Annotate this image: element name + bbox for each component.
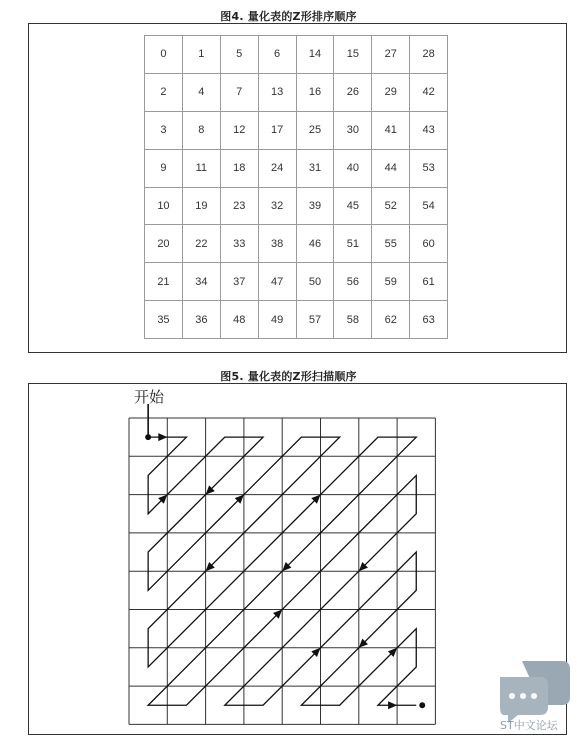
table-cell: 10	[145, 187, 183, 225]
watermark-text: ST中文论坛	[500, 719, 558, 732]
table-cell: 20	[145, 225, 183, 263]
table-cell: 61	[410, 263, 448, 301]
figure4-frame	[28, 23, 567, 353]
table-cell: 55	[372, 225, 410, 263]
table-cell: 28	[410, 36, 448, 74]
table-cell: 49	[258, 301, 296, 339]
table-row	[145, 301, 448, 339]
table-cell: 34	[182, 263, 220, 301]
table-cell: 31	[296, 149, 334, 187]
table-cell: 11	[182, 149, 220, 187]
table-row	[145, 187, 448, 225]
table-cell: 9	[145, 149, 183, 187]
table-cell: 18	[220, 149, 258, 187]
table-cell: 24	[258, 149, 296, 187]
table-cell: 26	[334, 73, 372, 111]
table-cell: 30	[334, 111, 372, 149]
table-cell: 14	[296, 36, 334, 74]
table-cell: 52	[372, 187, 410, 225]
table-cell: 19	[182, 187, 220, 225]
table-cell: 37	[220, 263, 258, 301]
table-row	[145, 111, 448, 149]
table-cell: 13	[258, 73, 296, 111]
table-cell: 50	[296, 263, 334, 301]
table-cell: 39	[296, 187, 334, 225]
table-cell: 63	[410, 301, 448, 339]
table-cell: 17	[258, 111, 296, 149]
table-cell: 45	[334, 187, 372, 225]
figure4-caption: 图4. 量化表的Z形排序顺序	[220, 10, 357, 23]
table-cell: 36	[182, 301, 220, 339]
table-cell: 51	[334, 225, 372, 263]
table-cell: 4	[182, 73, 220, 111]
table-cell: 5	[220, 36, 258, 74]
table-cell: 0	[145, 36, 183, 74]
table-row	[145, 225, 448, 263]
table-cell: 47	[258, 263, 296, 301]
table-row	[145, 73, 448, 111]
table-cell: 59	[372, 263, 410, 301]
table-cell: 7	[220, 73, 258, 111]
table-row	[145, 36, 448, 74]
table-cell: 8	[182, 111, 220, 149]
table-cell: 42	[410, 73, 448, 111]
table-cell: 44	[372, 149, 410, 187]
table-row	[145, 263, 448, 301]
table-cell: 53	[410, 149, 448, 187]
table-cell: 21	[145, 263, 183, 301]
table-cell: 48	[220, 301, 258, 339]
table-cell: 38	[258, 225, 296, 263]
quantization-order-table	[144, 35, 448, 339]
table-cell: 6	[258, 36, 296, 74]
arrow-head	[388, 701, 397, 709]
table-cell: 40	[334, 149, 372, 187]
table-cell: 58	[334, 301, 372, 339]
table-cell: 12	[220, 111, 258, 149]
table-cell: 25	[296, 111, 334, 149]
table-cell: 54	[410, 187, 448, 225]
table-cell: 32	[258, 187, 296, 225]
table-cell: 60	[410, 225, 448, 263]
start-label: 开始	[134, 388, 165, 406]
table-cell: 62	[372, 301, 410, 339]
figure5-frame	[28, 383, 567, 735]
table-cell: 23	[220, 187, 258, 225]
table-cell: 15	[334, 36, 372, 74]
table-cell: 2	[145, 73, 183, 111]
arrow-head	[158, 433, 167, 441]
table-cell: 1	[182, 36, 220, 74]
table-row	[145, 149, 448, 187]
table-cell: 46	[296, 225, 334, 263]
table-cell: 57	[296, 301, 334, 339]
table-cell: 43	[410, 111, 448, 149]
table-cell: 35	[145, 301, 183, 339]
table-cell: 27	[372, 36, 410, 74]
end-dot	[419, 702, 425, 708]
table-cell: 16	[296, 73, 334, 111]
table-cell: 3	[145, 111, 183, 149]
zigzag-scan-diagram	[29, 384, 566, 734]
table-cell: 41	[372, 111, 410, 149]
table-cell: 22	[182, 225, 220, 263]
figure5-caption: 图5. 量化表的Z形扫描顺序	[220, 370, 357, 383]
table-cell: 29	[372, 73, 410, 111]
table-cell: 56	[334, 263, 372, 301]
table-cell: 33	[220, 225, 258, 263]
